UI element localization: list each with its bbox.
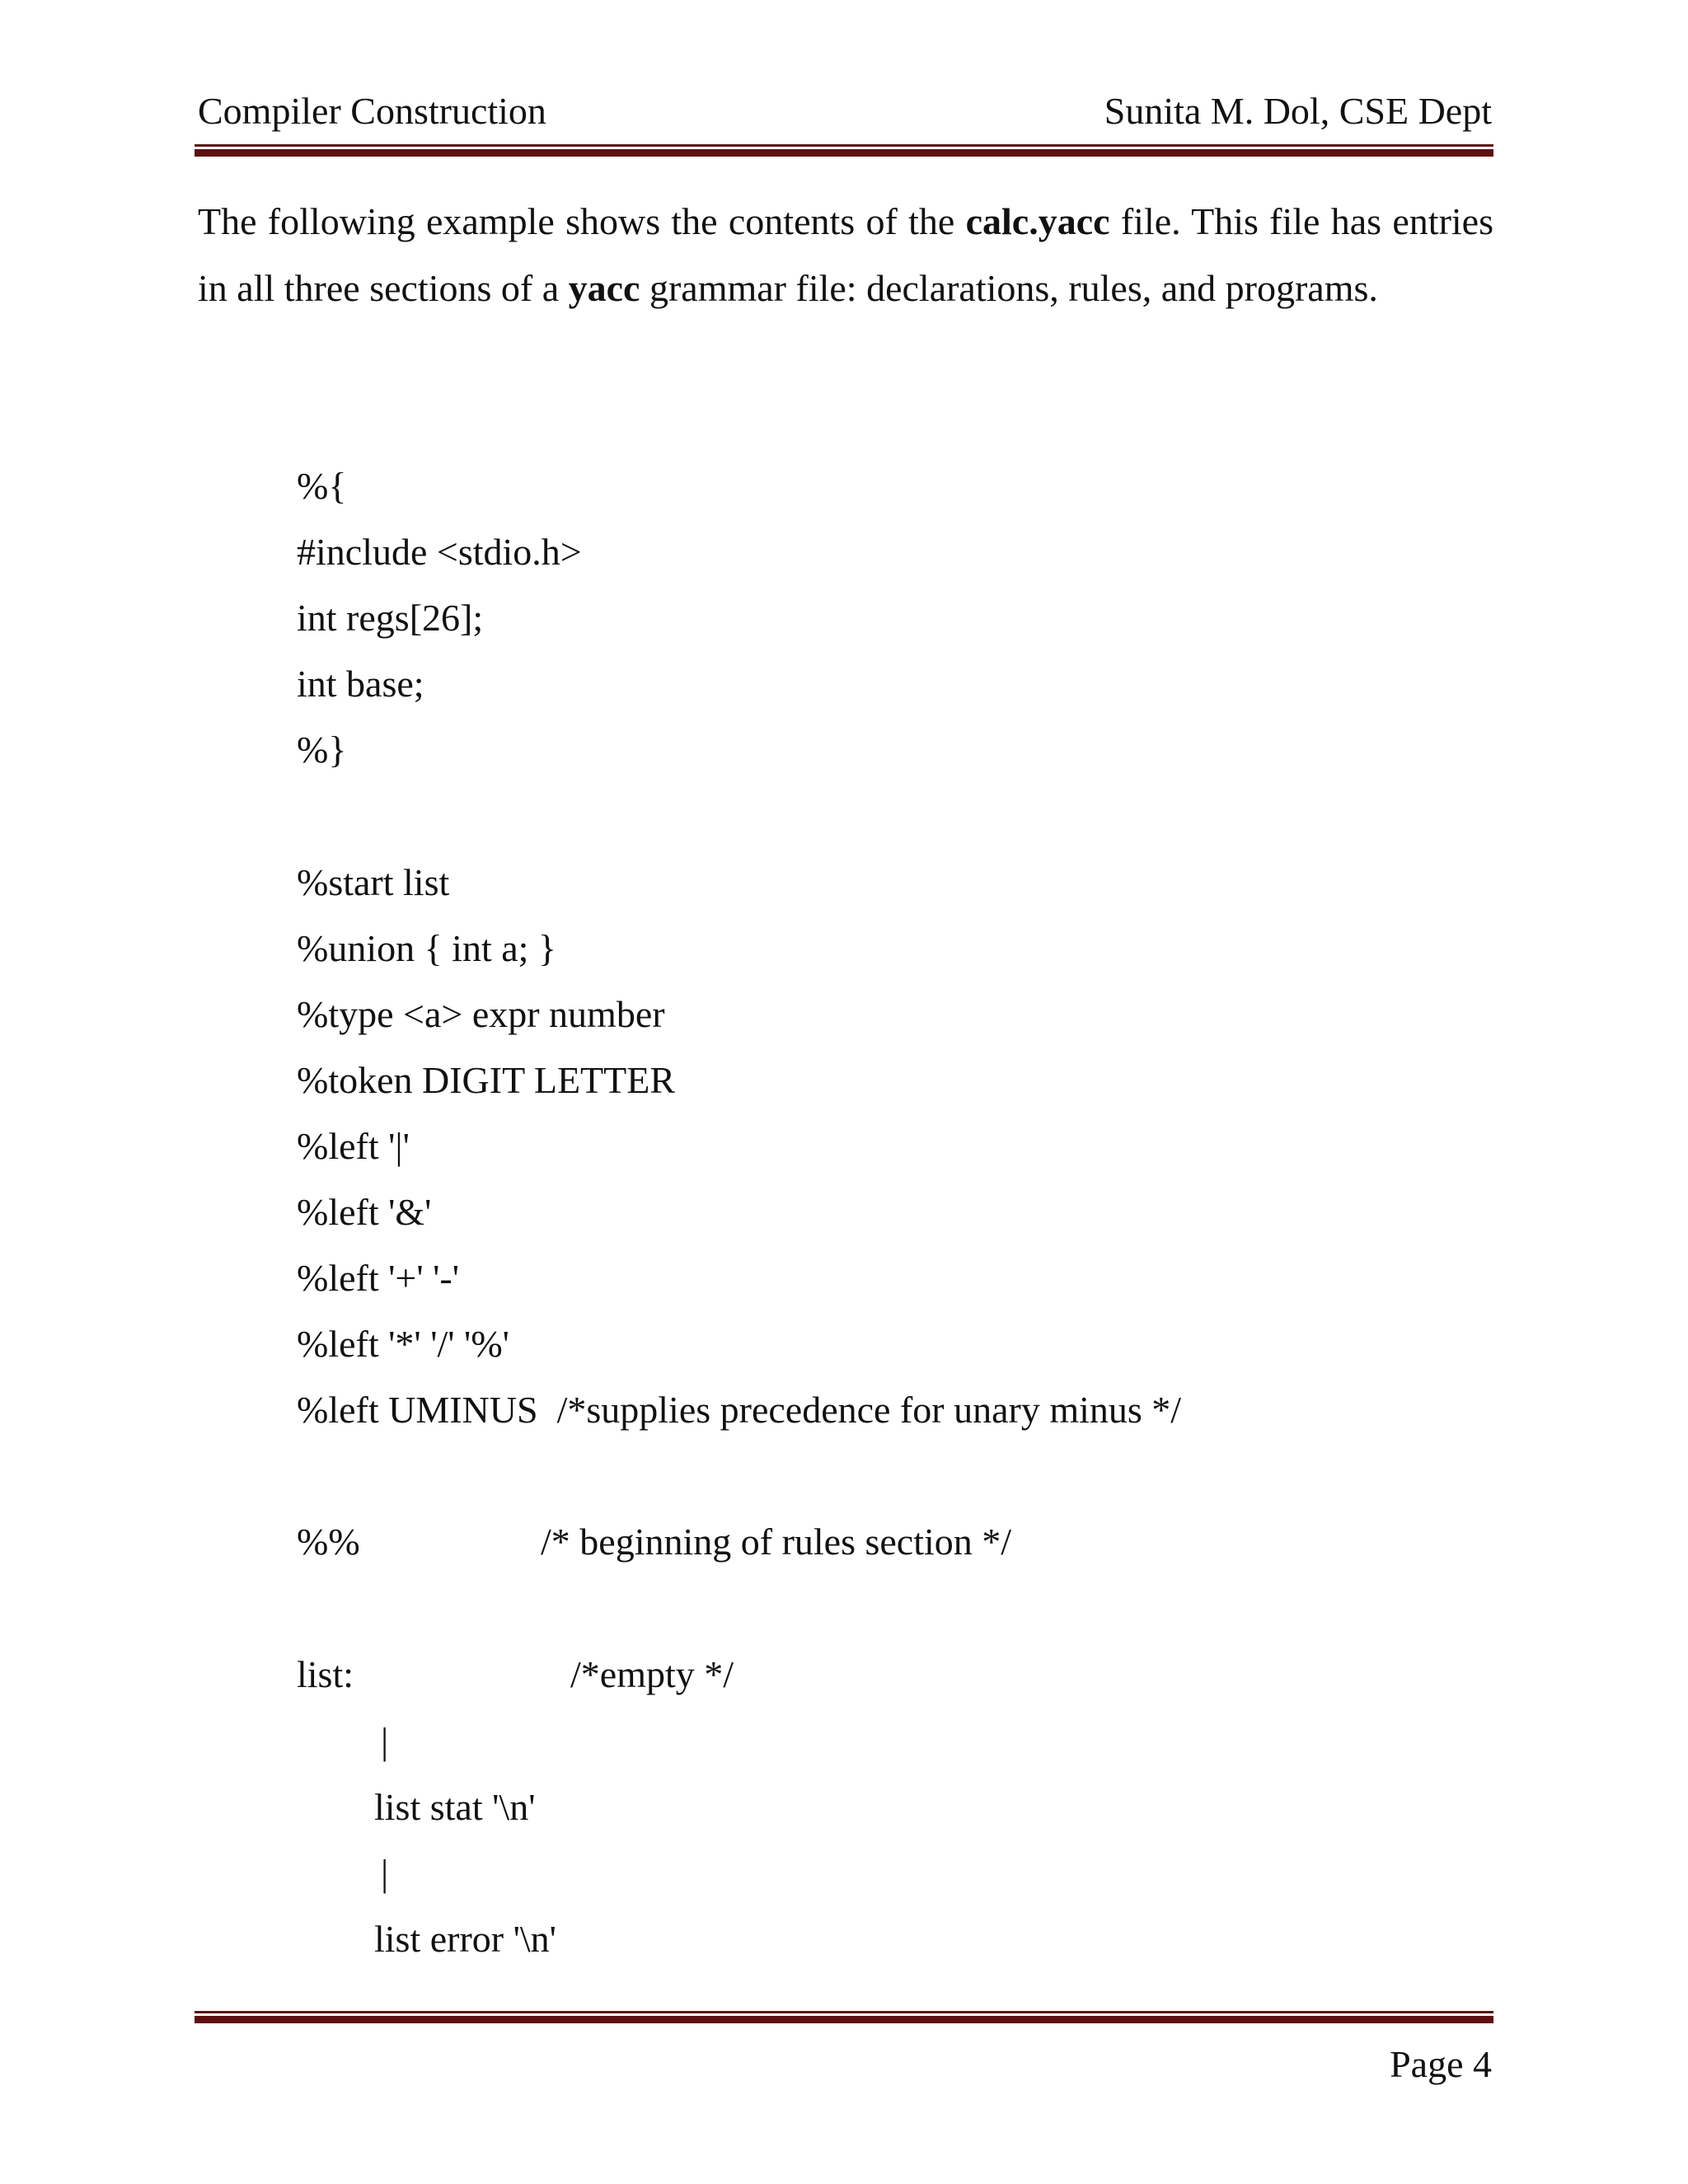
code-line: | xyxy=(381,1720,389,1762)
code-line: list error '\n' xyxy=(374,1918,556,1960)
code-line: | xyxy=(381,1852,389,1894)
code-line: list stat '\n' xyxy=(374,1786,536,1828)
code-line: %{ xyxy=(297,465,347,507)
code-line: #include <stdio.h> xyxy=(297,531,582,573)
code-line: %} xyxy=(297,729,347,771)
intro-text-2: file. This file has entries in all three sections of a xyxy=(198,200,1493,309)
code-line: %start list xyxy=(297,861,450,903)
intro-filename: calc.yacc xyxy=(965,200,1110,242)
code-line: %union { int a; } xyxy=(297,927,557,969)
code-line: list: xyxy=(297,1653,354,1695)
header-course-title: Compiler Construction xyxy=(198,90,546,132)
code-comment: /* beginning of rules section */ xyxy=(541,1521,1012,1563)
code-line: %token DIGIT LETTER xyxy=(297,1059,676,1101)
intro-text-3: grammar file: declarations, rules, and programs. xyxy=(640,267,1378,309)
header-author: Sunita M. Dol, CSE Dept xyxy=(1104,90,1492,132)
code-line: %left '&' xyxy=(297,1191,432,1233)
code-line: int regs[26]; xyxy=(297,597,484,639)
code-line: %type <a> expr number xyxy=(297,993,665,1035)
code-line: %left '+' '-' xyxy=(297,1257,460,1299)
code-line: %left '|' xyxy=(297,1125,410,1167)
code-line: %% xyxy=(297,1521,360,1563)
footer-rule xyxy=(195,2011,1493,2023)
intro-text-1: The following example shows the contents of the xyxy=(198,200,966,242)
intro-tool-name: yacc xyxy=(568,267,640,309)
code-line: %left UMINUS /*supplies precedence for unary minus */ xyxy=(297,1389,1182,1431)
code-line: int base; xyxy=(297,663,424,705)
page-number: Page 4 xyxy=(1390,2043,1492,2085)
code-comment: /*empty */ xyxy=(570,1653,734,1695)
code-line: %left '*' '/' '%' xyxy=(297,1323,509,1365)
